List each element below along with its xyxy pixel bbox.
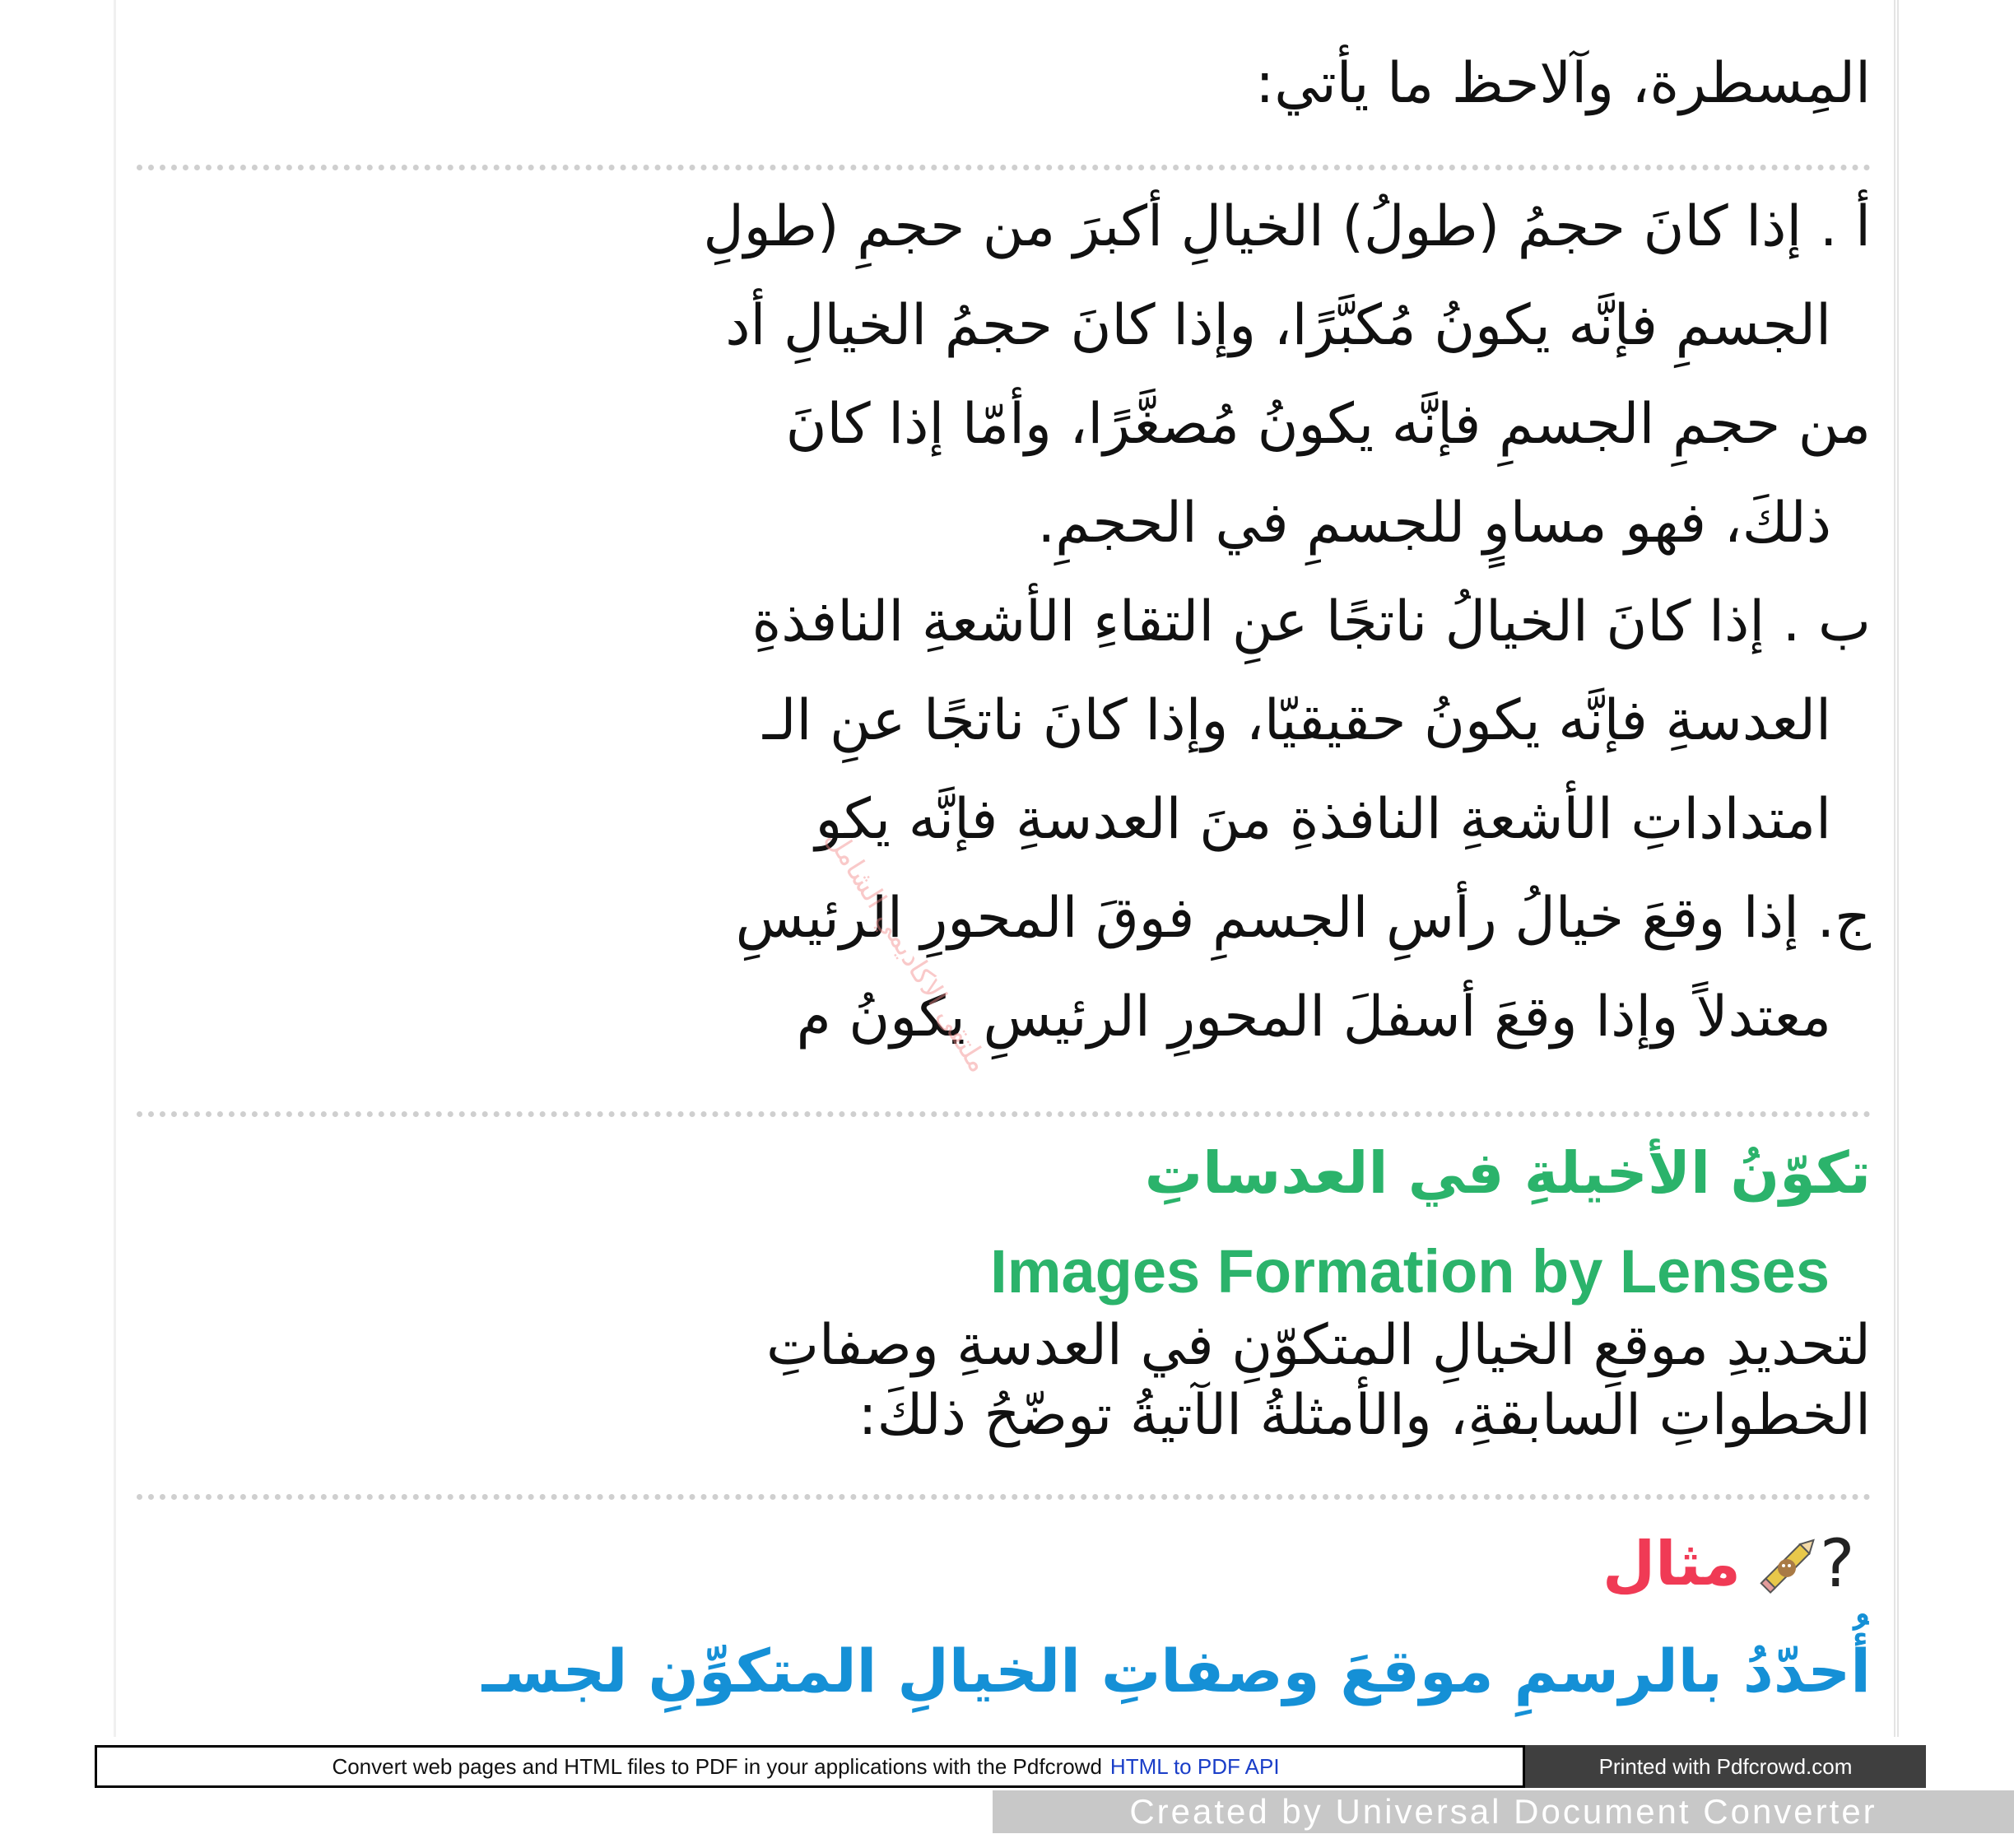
section-title-arabic: تكوّنُ الأخيلةِ في العدساتِ — [1144, 1139, 1871, 1207]
body-line-b3: امتداداتِ الأشعةِ النافذةِ منَ العدسةِ فإنَّه يكو — [815, 787, 1831, 852]
body-line-a3: من حجمِ الجسمِ فإنَّه يكونُ مُصغَّرًا، وأمّا إذا كانَ — [785, 392, 1871, 457]
body-line-b2: العدسةِ فإنَّه يكونُ حقيقيّا، وإذا كانَ ناتجًا عنِ الـ — [762, 688, 1831, 753]
svg-text:?: ? — [1820, 1527, 1855, 1601]
example-heading — [1602, 1519, 1871, 1609]
section-divider — [137, 165, 1871, 170]
pencil-question-icon — [1756, 1527, 1871, 1601]
body-line-a1: أ . إذا كانَ حجمُ (طولُ) الخيالِ أكبرَ من حجمِ (طولِ — [703, 194, 1871, 259]
example-label: مثال — [1602, 1529, 1741, 1599]
watermark: ملتقى الاكاديمي الشامل — [819, 824, 996, 1079]
section-line-1: لتحديدِ موقعِ الخيالِ المتكوّنِ في العدسةِ وصفاتِ — [765, 1313, 1871, 1378]
body-line-c2: معتدلاً وإذا وقعَ أسفلَ المحورِ الرئيسِ يكونُ م — [796, 985, 1831, 1050]
printed-with-badge[interactable]: Printed with Pdfcrowd.com — [1525, 1745, 1926, 1788]
document-page — [114, 0, 1899, 1737]
section-line-2: الخطواتِ السابقةِ، والأمثلةُ الآتيةُ توضّحُ ذلكَ: — [858, 1383, 1871, 1448]
section-title-english: Images Formation by Lenses — [990, 1237, 1830, 1306]
converter-watermark-banner: Created by Universal Document Converter — [993, 1790, 2014, 1833]
body-line-b1: ب . إذا كانَ الخيالُ ناتجًا عنِ التقاءِ الأشعةِ النافذةِ — [751, 589, 1871, 654]
footer-promo-text: Convert web pages and HTML files to PDF in your applications with the Pdfcrowd — [332, 1753, 1102, 1779]
example-question: أُحدّدُ بالرسمِ موقعَ وصفاتِ الخيالِ المتكوِّنِ لجسـ — [481, 1636, 1871, 1706]
section-divider — [137, 1494, 1871, 1500]
section-divider — [137, 1111, 1871, 1117]
html-to-pdf-api-link[interactable]: HTML to PDF API — [1109, 1753, 1280, 1779]
body-line-a4: ذلكَ، فهو مساوٍ للجسمِ في الحجمِ. — [1037, 491, 1831, 556]
page-content — [137, 0, 1871, 1737]
pdfcrowd-footer — [95, 1745, 1926, 1788]
body-line-a2: الجسمِ فإنَّه يكونُ مُكبَّرًا، وإذا كانَ حجمُ الخيالِ أد — [725, 293, 1831, 358]
footer-promo — [95, 1745, 1525, 1788]
body-line-c1: ج. إذا وقعَ خيالُ رأسِ الجسمِ فوقَ المحورِ الرئيسِ — [735, 886, 1871, 951]
body-line-intro: المِسطرة، وآلاحظ ما يأتي: — [1255, 51, 1871, 116]
